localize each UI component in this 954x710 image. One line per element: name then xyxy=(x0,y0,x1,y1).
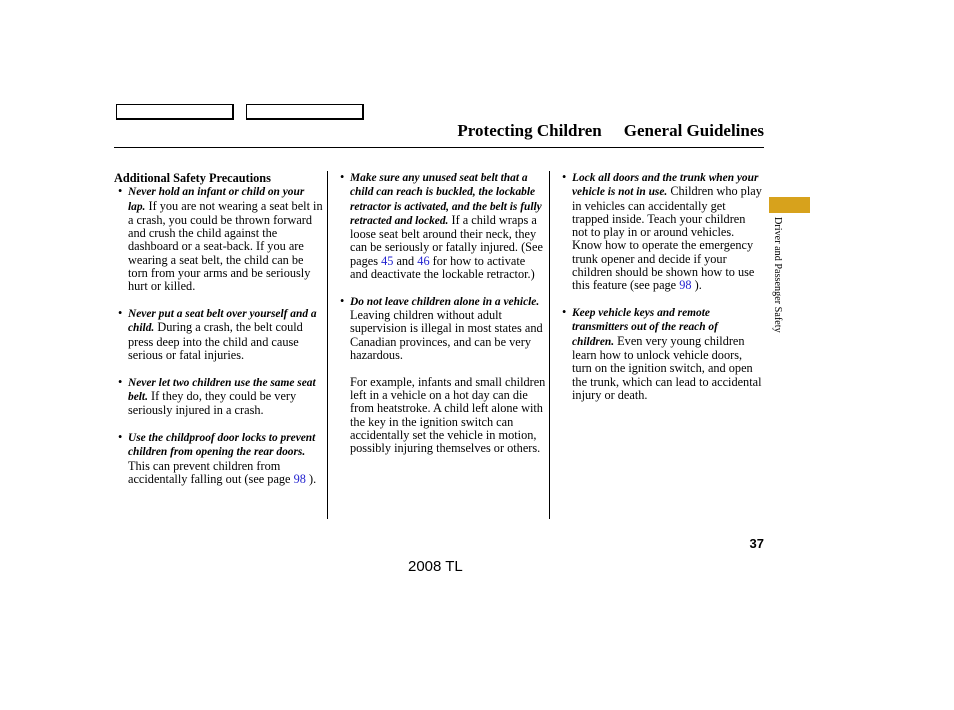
model-label: 2008 TL xyxy=(408,558,463,575)
bullet-text: and xyxy=(396,253,415,268)
bullet-body: If they do, they could be very seriously injured in a crash. xyxy=(128,388,297,418)
bullet-item xyxy=(114,431,324,486)
bullet-item xyxy=(558,306,762,402)
bullet-lead: Keep vehicle keys and remote transmitters out of the reach of children. xyxy=(572,307,718,348)
section-tab xyxy=(769,197,810,213)
column-heading: Additional Safety Precautions xyxy=(114,171,271,185)
previous-section-button[interactable] xyxy=(116,104,234,120)
next-section-button[interactable] xyxy=(246,104,364,120)
section-side-label: Driver and Passenger Safety xyxy=(772,217,783,333)
page-reference-link[interactable]: 98 xyxy=(679,278,692,293)
bullet-body: If you are not wearing a seat belt in a crash, you could be thrown forward and crush the child against the dashboard or a seat-back. If you are wearing a seat belt, the child can be torn from your arms and be seriously hurt or killed. xyxy=(128,198,323,294)
bullet-item xyxy=(114,307,324,362)
page-reference-link[interactable]: 45 xyxy=(381,253,394,268)
bullet-body: Children who play in vehicles can accidentally get trapped inside. Teach your children not to play in or around vehicles. Know how to operate the emergency trunk opener and decide if your children should be shown how to use this feature (see page xyxy=(572,184,762,293)
bullet-lead: Make sure any unused seat belt that a child can reach is buckled, the lockable retractor is activated, and the belt is fully retracted and locked. xyxy=(350,172,542,227)
bullet-tail: for how to activate and deactivate the lockable retractor.) xyxy=(350,253,535,282)
column-2 xyxy=(336,171,546,519)
bullet-lead: Never hold an infant or child on your lap. xyxy=(128,186,305,213)
bullet-tail: ). xyxy=(694,278,702,293)
paragraph: For example, infants and small children left in a vehicle on a hot day can die from heatstroke. A child left alone with the key in the ignition switch can accidentally set the vehicle in motion, possibly injuring themselves or others. xyxy=(350,374,546,456)
page-number: 37 xyxy=(749,536,764,551)
bullet-lead: Use the childproof door locks to prevent children from opening the rear doors. xyxy=(128,431,316,459)
column-divider xyxy=(327,171,328,519)
page-reference-link[interactable]: 98 xyxy=(293,471,306,486)
column-1 xyxy=(114,171,324,519)
column-divider xyxy=(549,171,550,519)
bullet-lead: Never let two children use the same seat belt. xyxy=(128,376,316,403)
column-3 xyxy=(558,171,762,519)
bullet-lead: Never put a seat belt over yourself and a child. xyxy=(128,308,317,335)
bullet-lead: Lock all doors and the trunk when your vehicle is not in use. xyxy=(572,172,759,199)
bullet-item xyxy=(114,376,324,418)
subsection-title: General Guidelines xyxy=(623,121,764,140)
bullet-tail: ). xyxy=(308,471,317,486)
section-title: Protecting Children xyxy=(457,121,602,140)
bullet-body: Leaving children without adult supervision is illegal in most states and Canadian provinces, and can be very hazardous. xyxy=(350,308,543,362)
bullet-body: This can prevent children from accidentally falling out (see page xyxy=(128,458,291,486)
page-header xyxy=(114,121,764,148)
bullet-item xyxy=(336,171,546,281)
bullet-item xyxy=(114,185,324,293)
bullet-body: If a child wraps a loose seat belt around their neck, they can be seriously or fatally injured. (See pages xyxy=(350,212,543,268)
bullet-body: During a crash, the belt could press deep into the child and cause serious or fatal injuries. xyxy=(128,320,303,362)
page-title xyxy=(457,121,764,141)
page-reference-link[interactable]: 46 xyxy=(417,253,430,268)
bullet-lead: Do not leave children alone in a vehicle. xyxy=(350,295,540,308)
bullet-body: Even very young children learn how to unlock vehicle doors, turn on the ignition switch, and open the trunk, which can lead to accidental injury or death. xyxy=(572,333,762,402)
bullet-item xyxy=(558,171,762,293)
bullet-item xyxy=(336,295,546,362)
